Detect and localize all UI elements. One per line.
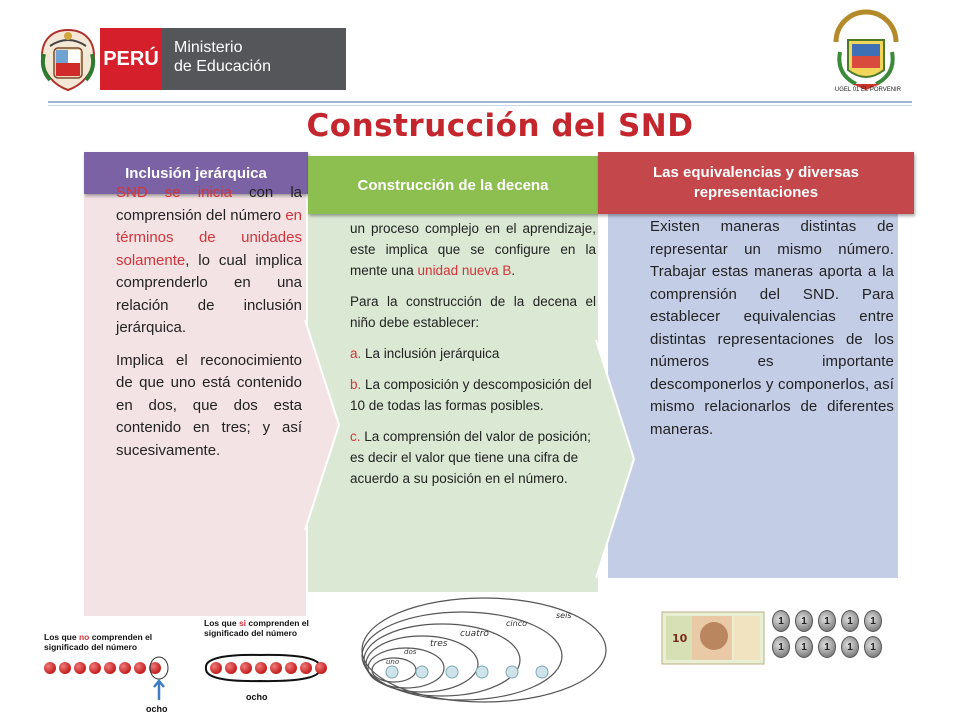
peru-coat-of-arms-icon [36, 24, 100, 94]
coin-icon: 1 [772, 610, 790, 632]
ring-label: uno [386, 658, 400, 666]
list-text: La inclusión jerárquica [361, 346, 500, 361]
arrow-chevron-2 [596, 340, 636, 578]
text-span: , lo cual implica comprenderlo en una relación de inclusión jerárquica. [116, 251, 302, 336]
coin-icon: 1 [795, 610, 813, 632]
list-item [350, 374, 596, 416]
counter-dot [89, 662, 101, 674]
label-no-comprenden [44, 632, 194, 652]
column-1-paragraph [116, 350, 302, 463]
nested-rings-diagram [360, 594, 610, 704]
ugel-caption: UGEL 01 EL PORVENIR [834, 87, 902, 93]
label-part: si [238, 618, 247, 628]
header-divider-thin [48, 105, 912, 106]
ministry-brand [100, 28, 346, 90]
ring-dot [476, 666, 488, 678]
header-divider [48, 101, 912, 103]
label-part: comprenden el significado del número [204, 618, 309, 638]
coin-icon: 1 [864, 636, 882, 658]
column-2-intro [350, 218, 596, 281]
coin-icon: 1 [818, 636, 836, 658]
coin-icon: 1 [864, 610, 882, 632]
list-text: La comprensión del valor de posición; es decir el valor que tiene una cifra de acuerdo a su posición en el número. [350, 429, 591, 486]
text-span: un proceso complejo en el aprendizaje, este implica que se configure en la mente una [350, 221, 596, 278]
ring-label: seis [556, 611, 572, 620]
counter-dot [59, 662, 71, 674]
label-part: Los que [204, 618, 239, 628]
caption-ocho-2: ocho [246, 692, 268, 702]
ring-label: tres [430, 639, 448, 649]
ring-label: cuatro [460, 629, 489, 639]
la-libertad-emblem-icon [826, 18, 906, 98]
heading-construccion-decena: Construcción de la decena [308, 156, 598, 214]
ring-dot [536, 666, 548, 678]
counter-dot [74, 662, 86, 674]
counter-dot [44, 662, 56, 674]
bill-value: 10 [672, 632, 688, 645]
ministry-name [162, 28, 346, 90]
column-1-text [116, 184, 302, 574]
arrow-chevron-1 [305, 320, 341, 530]
label-part: no [78, 632, 90, 642]
label-si-comprenden [204, 618, 334, 638]
dots-row-2 [210, 662, 327, 674]
label-part: comprenden el significado del número [44, 632, 153, 652]
ring-dot [446, 666, 458, 678]
page-title: Construcción del SND [306, 108, 694, 144]
text-span: en términos de unidades solamente [116, 206, 302, 269]
text-span: SND se inicia [116, 184, 232, 201]
counter-dot [210, 662, 222, 674]
ring-dot [386, 666, 398, 678]
ring-label: dos [404, 648, 417, 656]
counter-dot [119, 662, 131, 674]
counter-dot [134, 662, 146, 674]
banknote-icon [662, 612, 764, 664]
text-span: con la comprensión del número [116, 184, 302, 224]
heading-equivalencias: Las equivalencias y diversas representaciones [598, 152, 914, 214]
ring-dot [416, 666, 428, 678]
counter-dot [315, 662, 327, 674]
coin-icon: 1 [795, 636, 813, 658]
text-span: unidad nueva B [417, 263, 512, 278]
label-part: Los que [44, 632, 79, 642]
dots-row-1 [44, 662, 161, 674]
ring-dot [506, 666, 518, 678]
column-2-text [350, 218, 596, 499]
text-span: . [511, 263, 516, 278]
list-letter: c. [350, 429, 361, 444]
ministry-line-2: de Educación [174, 58, 271, 75]
ministry-line-1: Ministerio [174, 39, 243, 56]
list-text: La composición y descomposición del 10 de todas las formas posibles. [350, 377, 592, 413]
coins-grid [772, 610, 882, 658]
counter-dot [270, 662, 282, 674]
column-3-text: Existen maneras distintas de representar un mismo número. Trabajar estas maneras aporta a la comprensión del SND. Para establecer equivalencias entre distintas representaciones de los números es importante descomponerlos y componerlos, así mismo relacionarlos de diferentes maneras. [650, 218, 894, 438]
column-2-lead: Para la construcción de la decena el niño debe establecer: [350, 294, 596, 330]
heading-inclusion-jerarquica: Inclusión jerárquica [84, 152, 308, 194]
counter-dot [255, 662, 267, 674]
counter-dot [225, 662, 237, 674]
coin-icon: 1 [841, 636, 859, 658]
counter-dot [300, 662, 312, 674]
counter-dot [240, 662, 252, 674]
list-item [350, 426, 596, 489]
coin-icon: 1 [772, 636, 790, 658]
list-item [350, 343, 596, 364]
pointing-arrow-icon [146, 654, 172, 704]
ring-label: cinco [506, 619, 527, 628]
peru-label: PERÚ [100, 28, 162, 90]
list-letter: b. [350, 377, 362, 392]
column-1-paragraph [116, 182, 302, 340]
text-span: Implica el reconocimiento de que uno está contenido en dos, que dos esta contenido en tres; y así sucesivamente. [116, 351, 302, 459]
counter-dot [285, 662, 297, 674]
coin-icon: 1 [841, 610, 859, 632]
counter-dot [104, 662, 116, 674]
list-letter: a. [350, 346, 362, 361]
coin-icon: 1 [818, 610, 836, 632]
caption-ocho-1: ocho [146, 704, 168, 714]
